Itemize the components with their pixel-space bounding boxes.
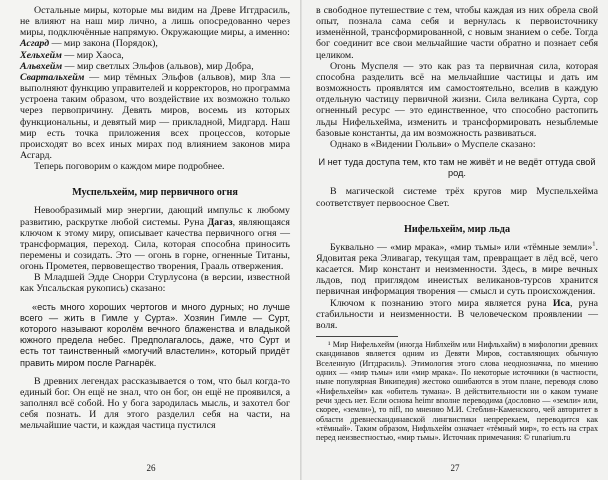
niflheim-paragraph-2: Ключом к познанию этого мира является руна Иса, руна стабильности и неизменности. В человеческом проявлении — воля.	[316, 297, 598, 331]
world-alfheim: Альвхейм — мир светлых Эльфов (альвов), мир Добра,	[20, 60, 254, 72]
right-page	[302, 0, 608, 480]
muspelheim-paragraph-3: В древних легендах рассказывается о том, что был когда-то единый бог. Он ещё не знал, что он бог, он ещё не проявился, а заполнял всё собой. Но у бога зародилась мысль, и захотел бог себя познать. И для этого разделил себя на части, на мельчайшие части, и каждая частица пустился	[20, 375, 290, 432]
footnote-text: ¹ Мир Нифельхейм (иногда Ниблхейм или Нифльхайм) в мифологии древних скандинавов является одним из Девяти Миров, составляющих обычную Вселенную (Иггдрасиль). Этимология этого слова неоднозначна, по мнению одних — «мир тьмы» или «мир мрака». По некоторые источники (в частности, ныне популярная Википедия) жестоко ошибаются в этом плане, переводя слово «Нифельхейм» как «обитель тумана». В действительности ни о каком тумане речи здесь нет. Если основа heimr вполне переводима (дословно — «земли» или, скорее, «земли»), то nifl, по мнению М.И. Стеблин-Каменского, чей авторитет в области древнескандинавской лингвистики непререкаем, переводится как «тёмный». Таким образом, Нифльхейм означает «тёмный мир», то есть на страх перед неизвестностью, «мир тьмы». Источник примечания: © runarium.ru	[316, 340, 598, 443]
muspel-fire-paragraph: Огонь Муспеля — это как раз та первичная сила, которая способна разделить всё на мельчайшие частицы и дать им возможность проявлятся им самостоятельно, вселив в каждую отдельную частицу первичной жизни. Сила великана Сурта, сор огненный ресурс — это единственное, что способно растопить льды Нифельхейма, изменить и трансформировать незыблемые базовые константы, да им возможность развиваться.	[316, 60, 598, 139]
section-heading-muspelheim: Муспельхейм, мир первичного огня	[72, 187, 238, 199]
world-asgard: Асгард — мир закона (Порядок),	[20, 38, 158, 50]
gylfi-intro-paragraph: Однако в «Видении Гюльви» о Муспеле сказано:	[330, 138, 536, 150]
rune-dagaz: Дагаз	[207, 216, 233, 228]
page-number-left: 26	[146, 463, 156, 473]
section-heading-niflheim: Нифельхейм, мир льда	[403, 223, 511, 235]
page-number-right: 27	[450, 463, 460, 473]
worlds-list	[20, 38, 290, 161]
gylfi-quote: И нет туда доступа тем, кто там не живёт и не ведёт оттуда свой род.	[318, 157, 596, 179]
muspelheim-paragraph-1: Невообразимый мир энергии, дающий импульс к любому развитию, раскрутке любой системы. Руна Дагаз, являющаяся ключом к этому миру, описывает качества первичного огня — трансформация, переход. Сила, которая способна приносить перемены и созидать. Это — огонь в горне, огненные Титаны, огонь Прометея, первовещество творения, Грааль отвержения.	[20, 205, 290, 273]
world-svartalfheim: Свартальхейм — мир тёмных Эльфов (альвов), мир Зла — выполняют функцию управителей и корректоров, но программа устроена таким образом, что воздействие их возможно только через первопричину. Девять миров, восемь из которых функциональны, и девятый мир — прикладной, Мидгард. Наш мир есть точка приложения всех процессов, которые происходят во всех иных мирах под влиянием законов мира Асгард.	[20, 71, 290, 162]
left-page	[0, 0, 302, 480]
continuation-paragraph: в свободное путешествие с тем, чтобы каждая из них обрела свой опыт, познала сама себя и вернулась к первоисточнику изменённой, трансформированной, с новым знанием о себе. Тогда бог соединит все свои мельчайшие части обратно и познает себя целиком.	[316, 5, 598, 61]
world-helheim: Хельхейм — мир Хаоса,	[20, 49, 124, 61]
magic-system-paragraph: В магической системе трёх кругов мир Муспельхейма соответствует первоосное Свет.	[316, 186, 598, 209]
edda-quote: «есть много хороших чертогов и много дурных; но лучше всего — жить в Гимле у Сурта». Хозяин Гимле — Сурт, которого называют королём вечного блаженства и владыкой южного предела небес. Предполагалось, даже, что Сурт и есть тот таинственный «могучий властелин», который придёт править миром после Рагнарёк.	[20, 301, 290, 368]
niflheim-paragraph-1: Буквально — «мир мрака», «мир тьмы» или «тёмные земли»$^1$. Ядовитая река Эливагар, текущая там, превращает в лёд всё, чего касается. Мир констант и неизменности. Здесь, в мире вечных льдов, под приглядом инеистых великанов-турсов хранится первичная информация творения — смысл и суть происхождения.	[316, 240, 598, 298]
footnote-divider	[316, 336, 398, 337]
rune-isa: Иса	[552, 297, 570, 309]
footnote-marker: 1	[592, 240, 596, 248]
intro-paragraph: Остальные миры, которые мы видим на Древе Иггдрасиль, не влияют на наш мир лично, а лишь опосредованно через миры, подключённые напрямую. Окружающие миры, а именно:	[20, 5, 290, 39]
next-paragraph: Теперь поговорим о каждом мире подробнее.	[34, 161, 225, 173]
muspelheim-paragraph-2: В Младшей Эдде Снорри Стурлусона (в версии, известной как Упсальская рукопись) сказано:	[20, 272, 290, 295]
